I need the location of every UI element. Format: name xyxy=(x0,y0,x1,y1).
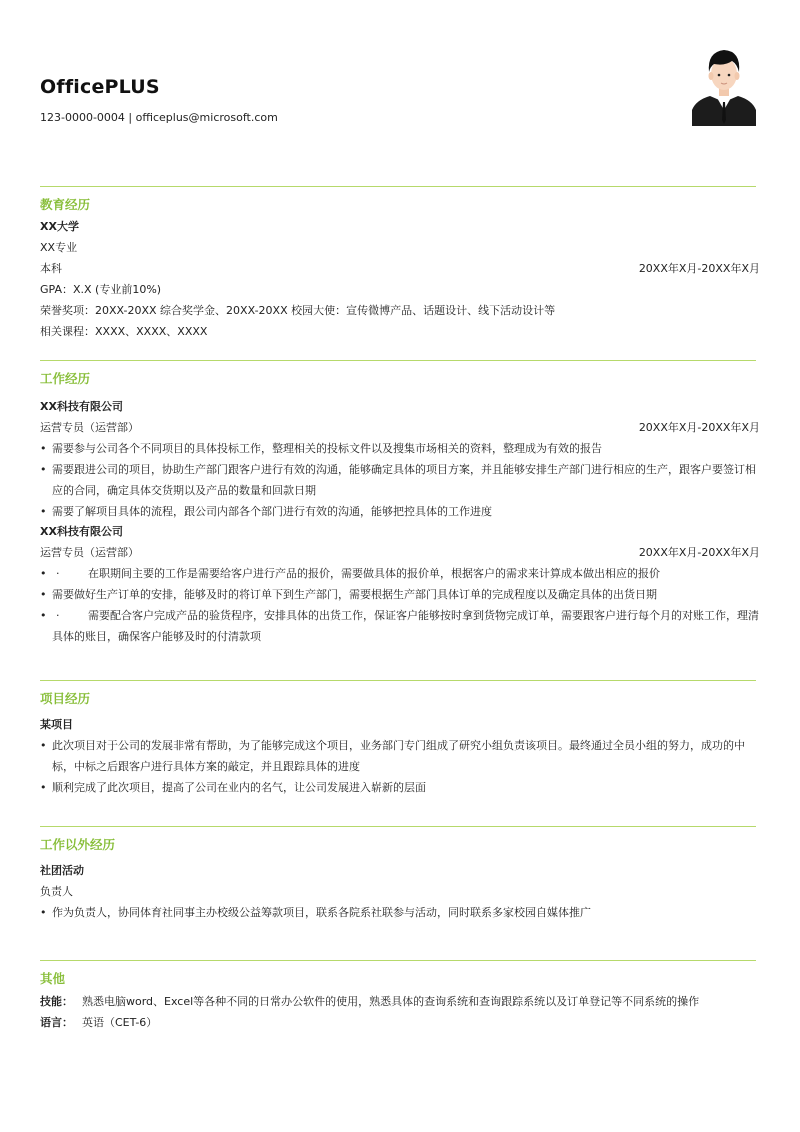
degree-row xyxy=(40,258,760,279)
gpa: GPA：X.X (专业前10%) xyxy=(40,283,162,296)
job-period: 20XX年X月-20XX年X月 xyxy=(638,546,760,559)
profile-photo-avatar xyxy=(692,40,756,126)
job-role: 运营专员（运营部） xyxy=(40,421,139,434)
company-name: XX科技有限公司 xyxy=(40,400,123,413)
section-divider xyxy=(40,680,756,681)
list-item: • 此次项目对于公司的发展非常有帮助，为了能够完成这个项目，业务部门专门组成了研究小组负责该项目。最终通过全员小组的努力，成功的中标，中标之后跟客户进行具体方案的敲定，并且跟踪具体的进度 xyxy=(40,735,760,777)
list-item-text: 在职期间主要的工作是需要给客户进行产品的报价，需要做具体的报价单，根据客户的需求来计算成本做出相应的报价 xyxy=(88,567,660,580)
section-divider xyxy=(40,186,756,187)
projects-title: 项目经历 xyxy=(40,691,91,706)
section-divider xyxy=(40,360,756,361)
work-title: 工作经历 xyxy=(40,371,91,386)
list-item: • 需要参与公司各个不同项目的具体投标工作，整理相关的投标文件以及搜集市场相关的资料，整理成为有效的报告 xyxy=(40,438,760,459)
bullet-prefix: · xyxy=(56,609,60,622)
skills-label: 技能： xyxy=(40,995,73,1008)
list-item xyxy=(40,563,760,584)
education-title: 教育经历 xyxy=(40,197,91,212)
project-name: 某项目 xyxy=(40,718,73,731)
list-item-text: 需要配合客户完成产品的验货程序，安排具体的出货工作，保证客户能够按时拿到货物完成订单，需要跟客户进行每个月的对账工作，理清具体的账目，确保客户能够及时的付清款项 xyxy=(52,609,759,643)
job-role-row xyxy=(40,417,760,438)
list-item xyxy=(40,605,760,647)
resume-header xyxy=(40,0,760,140)
language-label: 语言： xyxy=(40,1016,73,1029)
major: XX专业 xyxy=(40,241,78,254)
honors: 荣誉奖项：20XX-20XX 综合奖学金、20XX-20XX 校园大使：宣传微博产品、话题设计、线下活动设计等 xyxy=(40,304,556,317)
list-item: • 顺利完成了此次项目，提高了公司在业内的名气，让公司发展进入崭新的层面 xyxy=(40,777,760,798)
list-item: • 需要跟进公司的项目，协助生产部门跟客户进行有效的沟通，能够确定具体的项目方案，并且能够安排生产部门进行相应的生产，跟客户要签订相应的合同，确定具体交货期以及产品的数量和回款日期 xyxy=(40,459,760,501)
bullet-prefix: · xyxy=(56,567,60,580)
projects-section xyxy=(40,680,760,798)
other-section xyxy=(40,960,760,1033)
list-item: • 需要了解项目具体的流程，跟公司内部各个部门进行有效的沟通，能够把控具体的工作进度 xyxy=(40,501,760,522)
extra-role: 负责人 xyxy=(40,885,73,898)
language-text: 英语（CET-6） xyxy=(82,1016,158,1029)
courses: 相关课程：XXXX、XXXX、XXXX xyxy=(40,325,208,338)
skills-row xyxy=(40,991,760,1012)
list-item: • 作为负责人，协同体育社同事主办校级公益筹款项目，联系各院系社联参与活动，同时联系多家校园自媒体推广 xyxy=(40,902,760,923)
contact-info: 123-0000-0004 | officeplus@microsoft.com xyxy=(40,111,278,124)
extra-section xyxy=(40,826,760,923)
job-role-row xyxy=(40,542,760,563)
language-row xyxy=(40,1012,760,1033)
job-role: 运营专员（运营部） xyxy=(40,546,139,559)
section-divider xyxy=(40,826,756,827)
extra-title: 工作以外经历 xyxy=(40,837,116,852)
skills-text: 熟悉电脑word、Excel等各种不同的日常办公软件的使用，熟悉具体的查询系统和查询跟踪系统以及订单登记等不同系统的操作 xyxy=(82,995,700,1008)
list-item: • 需要做好生产订单的安排，能够及时的将订单下到生产部门，需要根据生产部门具体订单的完成程度以及确定具体的出货日期 xyxy=(40,584,760,605)
education-section xyxy=(40,186,760,342)
work-section xyxy=(40,360,760,647)
education-period: 20XX年X月-20XX年X月 xyxy=(638,262,760,275)
extra-org: 社团活动 xyxy=(40,864,84,877)
school-name: XX大学 xyxy=(40,220,79,233)
job-period: 20XX年X月-20XX年X月 xyxy=(638,421,760,434)
degree: 本科 xyxy=(40,262,62,275)
other-title: 其他 xyxy=(40,971,66,986)
section-divider xyxy=(40,960,756,961)
candidate-name: OfficePLUS xyxy=(40,76,160,98)
company-name: XX科技有限公司 xyxy=(40,525,123,538)
